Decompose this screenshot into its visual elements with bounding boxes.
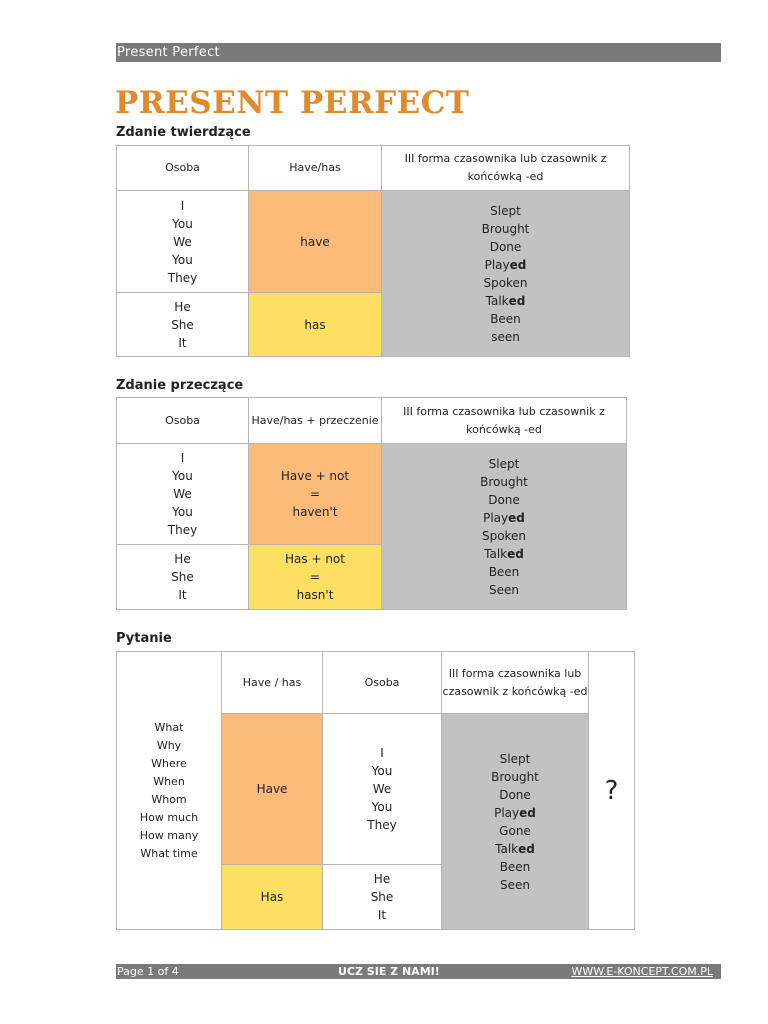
negative-verbs-cell	[382, 444, 627, 610]
question-persons-singular	[323, 865, 442, 930]
verb-item: Played	[484, 257, 527, 272]
negative-persons-plural	[117, 444, 249, 545]
question-col-aux: Have / has	[222, 652, 323, 714]
verb-item: Spoken	[483, 275, 528, 290]
question-mark: ?	[589, 652, 635, 930]
person-item: It	[377, 908, 387, 922]
person-item: I	[380, 746, 384, 760]
question-col-person: Osoba	[323, 652, 442, 714]
person-item: It	[178, 588, 187, 602]
affirmative-persons-singular	[117, 293, 249, 357]
affirmative-col-verb: III forma czasownika lub czasownik z końcówką -ed	[382, 146, 630, 191]
question-word: How much	[139, 810, 199, 824]
person-item: I	[180, 198, 185, 213]
header-text: Present Perfect	[117, 45, 220, 60]
question-word: Where	[151, 756, 187, 770]
person-item: You	[371, 764, 393, 778]
page-footer-bar	[116, 964, 721, 979]
affirmative-have-cell	[249, 191, 382, 293]
verb-item: Slept	[490, 203, 521, 218]
verb-item: Played	[483, 510, 525, 525]
page-number: Page 1 of 4	[117, 965, 179, 978]
affirmative-col-person: Osoba	[117, 146, 249, 191]
verb-item: seen	[491, 329, 520, 344]
page-title: PRESENT PERFECT	[115, 85, 470, 121]
negative-col-person: Osoba	[117, 398, 249, 444]
person-item: You	[172, 505, 193, 519]
negative-have-cell	[249, 444, 382, 545]
verb-item: Slept	[488, 456, 520, 471]
person-item: It	[178, 335, 187, 350]
verb-item: Been	[488, 564, 520, 579]
affirmative-heading: Zdanie twierdzące	[116, 125, 251, 140]
negative-table	[116, 397, 627, 610]
negative-persons-singular	[117, 545, 249, 610]
question-words-cell	[117, 652, 222, 930]
verb-item: Been	[490, 311, 521, 326]
footer-slogan: UCZ SIE Z NAMI!	[338, 965, 440, 978]
person-item: You	[172, 469, 193, 483]
person-item: You	[371, 800, 393, 814]
aux-have: Have	[256, 782, 288, 796]
person-item: We	[372, 782, 392, 796]
aux-have: have	[300, 234, 330, 249]
affirmative-table	[116, 145, 630, 357]
question-word: When	[153, 774, 185, 788]
verb-item: Brought	[491, 769, 539, 784]
verb-item: Talked	[495, 841, 535, 856]
equals-sign: =	[309, 570, 321, 584]
question-word: What	[154, 720, 184, 734]
negative-col-aux: Have/has + przeczenie	[249, 398, 382, 444]
question-word: Why	[156, 738, 182, 752]
question-word: Whom	[151, 792, 187, 806]
question-persons-plural	[323, 714, 442, 865]
affirmative-col-aux: Have/has	[249, 146, 382, 191]
question-table	[116, 651, 635, 930]
person-item: You	[172, 252, 193, 267]
person-item: She	[171, 317, 194, 332]
aux-has-not: Has + not	[285, 552, 345, 566]
person-item: I	[180, 451, 185, 465]
question-have-cell	[222, 714, 323, 865]
verb-item: Spoken	[481, 528, 527, 543]
affirmative-has-cell	[249, 293, 382, 357]
verb-item: Been	[499, 859, 531, 874]
verb-item: Talked	[485, 293, 526, 308]
aux-havent: haven't	[292, 505, 338, 519]
page-header-bar	[116, 43, 721, 62]
verb-item: Talked	[484, 546, 524, 561]
website-link[interactable]: WWW.E-KONCEPT.COM.PL	[571, 965, 713, 978]
verb-item: Done	[488, 492, 520, 507]
negative-has-cell	[249, 545, 382, 610]
verb-item: Slept	[499, 751, 531, 766]
person-item: She	[370, 890, 394, 904]
person-item: You	[172, 216, 193, 231]
affirmative-verbs-cell	[382, 191, 630, 357]
person-item: We	[173, 234, 192, 249]
verb-item: Seen	[500, 877, 530, 892]
person-item: They	[167, 523, 198, 537]
question-col-verb: III forma czasownika lub czasownik z końcówką -ed	[442, 652, 589, 714]
question-verbs-cell	[442, 714, 589, 930]
person-item: They	[367, 818, 397, 832]
verb-item: Seen	[489, 582, 519, 597]
question-word: How many	[139, 828, 199, 842]
verb-item: Gone	[499, 823, 531, 838]
person-item: They	[167, 270, 198, 285]
verb-item: Done	[499, 787, 531, 802]
aux-has: has	[304, 317, 326, 332]
negative-col-verb: III forma czasownika lub czasownik z końcówką -ed	[382, 398, 627, 444]
verb-item: Brought	[481, 221, 530, 236]
question-word: What time	[140, 846, 198, 860]
verb-item: Brought	[480, 474, 528, 489]
person-item: She	[171, 570, 194, 584]
equals-sign: =	[309, 487, 321, 501]
aux-hasnt: hasn't	[296, 588, 334, 602]
aux-has: Has	[260, 890, 284, 904]
question-heading: Pytanie	[116, 631, 172, 646]
person-item: He	[174, 299, 191, 314]
affirmative-persons-plural	[117, 191, 249, 293]
person-item: He	[174, 552, 191, 566]
verb-item: Played	[494, 805, 536, 820]
question-has-cell	[222, 865, 323, 930]
person-item: He	[373, 872, 391, 886]
aux-have-not: Have + not	[280, 469, 350, 483]
negative-heading: Zdanie przeczące	[116, 378, 244, 393]
verb-item: Done	[489, 239, 522, 254]
person-item: We	[173, 487, 192, 501]
